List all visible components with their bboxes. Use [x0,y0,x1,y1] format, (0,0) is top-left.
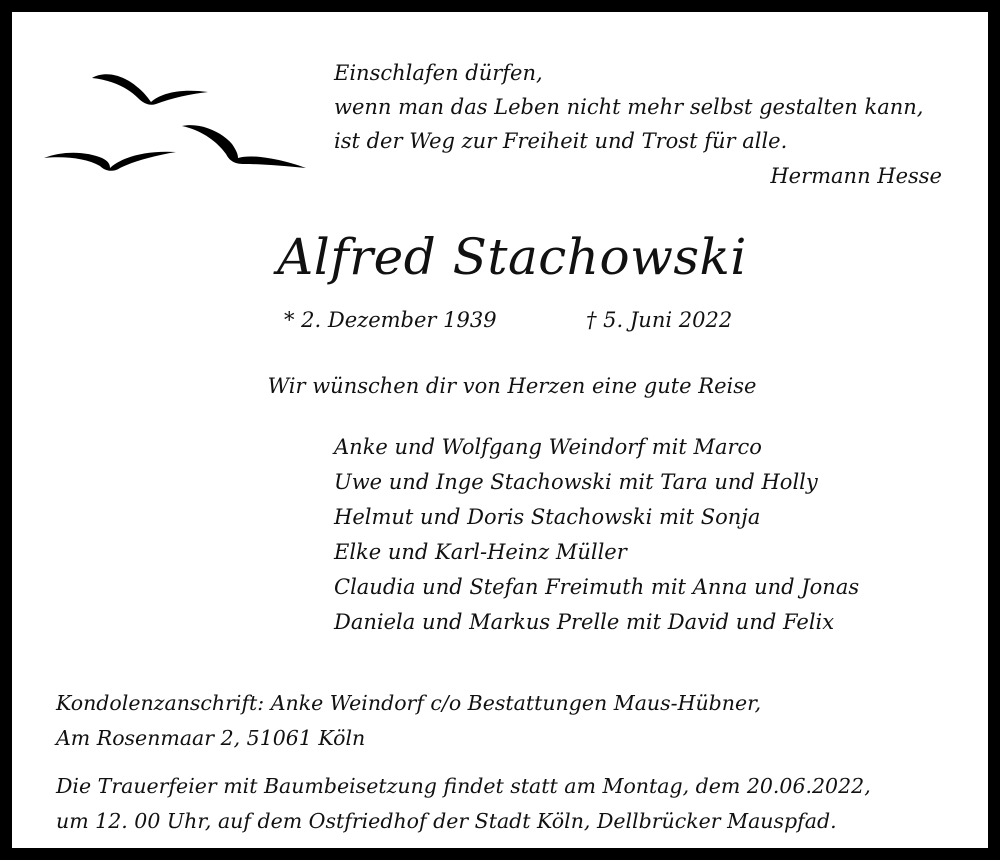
flying-birds-icon [40,64,320,184]
condolence-line: Kondolenzanschrift: Anke Weindorf c/o Bestattungen Maus-Hübner, [56,691,762,715]
ceremony-info [56,769,871,839]
bird-icon [44,152,176,171]
mourner-entry: Daniela und Markus Prelle mit David und Felix [334,610,835,634]
death-date: † 5. Juni 2022 [586,308,733,332]
ceremony-line: Die Trauerfeier mit Baumbeisetzung findet statt am Montag, dem 20.06.2022, [56,774,871,798]
condolence-line: Am Rosenmaar 2, 51061 Köln [56,726,366,750]
quote-line: wenn man das Leben nicht mehr selbst gestalten kann, [334,95,924,119]
quote-line: ist der Weg zur Freiheit und Trost für alle. [334,129,788,153]
mourner-entry: Elke und Karl-Heinz Müller [334,540,627,564]
quote-text [334,56,923,158]
mourner-entry: Helmut und Doris Stachowski mit Sonja [334,505,761,529]
quote-line: Einschlafen dürfen, [334,61,543,85]
condolence-address [56,686,761,756]
bird-icon [92,74,208,104]
ceremony-line: um 12. 00 Uhr, auf dem Ostfriedhof der Stadt Köln, Dellbrücker Mauspfad. [56,809,837,833]
mourners-list [334,430,859,640]
mourner-entry: Claudia und Stefan Freimuth mit Anna und Jonas [334,575,860,599]
farewell-wish: Wir wünschen dir von Herzen eine gute Reise [267,374,757,398]
birth-date: * 2. Dezember 1939 [284,308,497,332]
quote-author: Hermann Hesse [770,164,942,188]
deceased-name: Alfred Stachowski [277,228,747,286]
mourner-entry: Anke und Wolfgang Weindorf mit Marco [334,435,762,459]
bird-icon [182,125,306,168]
mourner-entry: Uwe und Inge Stachowski mit Tara und Holly [334,470,818,494]
